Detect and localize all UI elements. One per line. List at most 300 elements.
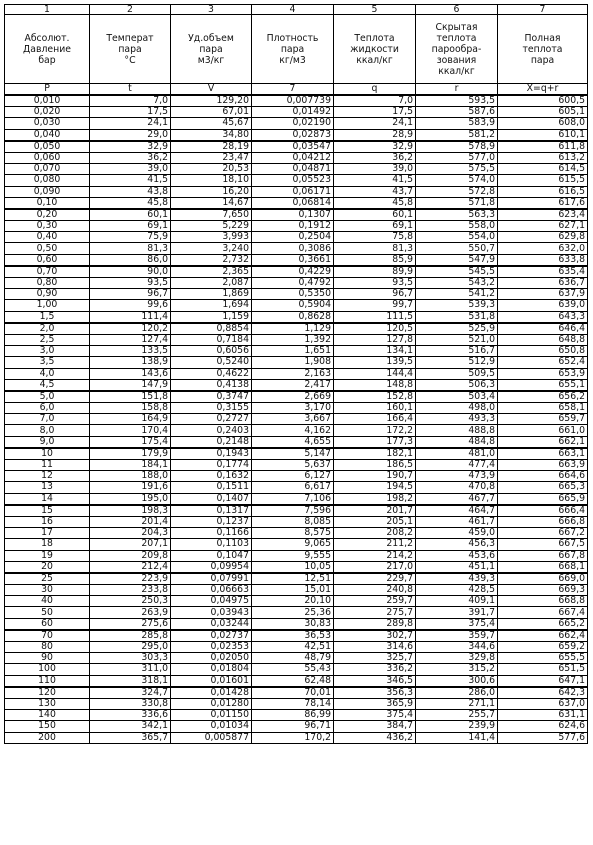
table-row bbox=[5, 164, 588, 175]
table-cell: 667,8 bbox=[498, 550, 588, 561]
column-number: 3 bbox=[171, 5, 252, 15]
table-cell: 0,60 bbox=[5, 254, 90, 266]
table-cell: 43,7 bbox=[334, 186, 416, 197]
table-row bbox=[5, 539, 588, 550]
table-cell: 3,240 bbox=[171, 243, 252, 254]
table-cell: 643,3 bbox=[498, 311, 588, 323]
table-row bbox=[5, 346, 588, 357]
table-cell: 223,9 bbox=[90, 573, 171, 585]
table-cell: 3,0 bbox=[5, 346, 90, 357]
table-cell: 217,0 bbox=[334, 561, 416, 573]
table-body bbox=[5, 95, 588, 743]
table-cell: 5,637 bbox=[252, 460, 334, 471]
table-cell: 175,4 bbox=[90, 436, 171, 448]
table-cell: 0,1166 bbox=[171, 528, 252, 539]
table-cell: 0,1632 bbox=[171, 471, 252, 482]
table-row bbox=[5, 300, 588, 311]
table-cell: 325,7 bbox=[334, 653, 416, 664]
table-cell: 201,4 bbox=[90, 516, 171, 527]
table-cell: 1,129 bbox=[252, 323, 334, 335]
table-cell: 0,4792 bbox=[252, 278, 334, 289]
table-cell: 177,3 bbox=[334, 436, 416, 448]
table-cell: 295,0 bbox=[90, 642, 171, 653]
table-row bbox=[5, 732, 588, 743]
table-cell: 138,9 bbox=[90, 357, 171, 368]
table-cell: 0,007739 bbox=[252, 95, 334, 107]
table-cell: 0,04871 bbox=[252, 164, 334, 175]
table-cell: 477,4 bbox=[416, 460, 498, 471]
table-cell: 11 bbox=[5, 460, 90, 471]
table-cell: 577,6 bbox=[498, 732, 588, 743]
table-cell: 0,2148 bbox=[171, 436, 252, 448]
table-cell: 1,5 bbox=[5, 311, 90, 323]
table-cell: 0,09954 bbox=[171, 561, 252, 573]
table-cell: 1,159 bbox=[171, 311, 252, 323]
table-row bbox=[5, 460, 588, 471]
table-cell: 0,5240 bbox=[171, 357, 252, 368]
table-cell: 205,1 bbox=[334, 516, 416, 527]
table-cell: 0,04975 bbox=[171, 596, 252, 607]
table-cell: 0,070 bbox=[5, 164, 90, 175]
table-cell: 583,9 bbox=[416, 118, 498, 129]
table-cell: 329,8 bbox=[416, 653, 498, 664]
table-cell: 365,9 bbox=[334, 698, 416, 709]
table-row bbox=[5, 516, 588, 527]
table-cell: 45,8 bbox=[334, 197, 416, 209]
table-cell: 16,20 bbox=[171, 186, 252, 197]
table-cell: 14,67 bbox=[171, 197, 252, 209]
table-cell: 1,392 bbox=[252, 334, 334, 345]
table-cell: 86,0 bbox=[90, 254, 171, 266]
table-cell: 2,0 bbox=[5, 323, 90, 335]
table-cell: 40 bbox=[5, 596, 90, 607]
table-cell: 90 bbox=[5, 653, 90, 664]
table-cell: 233,8 bbox=[90, 585, 171, 596]
table-cell: 170,4 bbox=[90, 425, 171, 436]
column-header-row bbox=[5, 15, 588, 84]
table-cell: 4,5 bbox=[5, 379, 90, 391]
table-cell: 656,2 bbox=[498, 391, 588, 403]
table-cell: 655,5 bbox=[498, 653, 588, 664]
table-cell: 30 bbox=[5, 585, 90, 596]
table-cell: 616,5 bbox=[498, 186, 588, 197]
table-cell: 7,106 bbox=[252, 493, 334, 505]
table-cell: 7,0 bbox=[90, 95, 171, 107]
table-cell: 42,51 bbox=[252, 642, 334, 653]
table-cell: 0,02050 bbox=[171, 653, 252, 664]
table-cell: 239,9 bbox=[416, 721, 498, 732]
table-cell: 259,7 bbox=[334, 596, 416, 607]
table-cell: 179,9 bbox=[90, 448, 171, 460]
table-cell: 36,2 bbox=[334, 152, 416, 163]
table-cell: 453,6 bbox=[416, 550, 498, 561]
table-cell: 3,667 bbox=[252, 414, 334, 425]
table-cell: 1,869 bbox=[171, 289, 252, 300]
table-cell: 481,0 bbox=[416, 448, 498, 460]
table-cell: 0,6056 bbox=[171, 346, 252, 357]
table-cell: 7,0 bbox=[5, 414, 90, 425]
table-cell: 20,10 bbox=[252, 596, 334, 607]
table-cell: 70 bbox=[5, 630, 90, 642]
table-cell: 428,5 bbox=[416, 585, 498, 596]
table-cell: 391,7 bbox=[416, 607, 498, 618]
table-cell: 229,7 bbox=[334, 573, 416, 585]
table-cell: 639,0 bbox=[498, 300, 588, 311]
table-cell: 20,53 bbox=[171, 164, 252, 175]
table-cell: 275,7 bbox=[334, 607, 416, 618]
table-row bbox=[5, 289, 588, 300]
table-cell: 635,4 bbox=[498, 266, 588, 278]
table-cell: 0,2504 bbox=[252, 232, 334, 243]
table-cell: 0,080 bbox=[5, 175, 90, 186]
table-cell: 62,48 bbox=[252, 675, 334, 687]
table-cell: 0,8628 bbox=[252, 311, 334, 323]
table-cell: 0,02737 bbox=[171, 630, 252, 642]
table-cell: 459,0 bbox=[416, 528, 498, 539]
table-cell: 188,0 bbox=[90, 471, 171, 482]
table-row bbox=[5, 630, 588, 642]
header-total-heat: Полная теплота пара bbox=[498, 15, 588, 84]
table-row bbox=[5, 653, 588, 664]
table-cell: 255,7 bbox=[416, 710, 498, 721]
table-cell: 9,555 bbox=[252, 550, 334, 561]
table-row bbox=[5, 357, 588, 368]
table-cell: 550,7 bbox=[416, 243, 498, 254]
table-cell: 140 bbox=[5, 710, 90, 721]
table-cell: 0,030 bbox=[5, 118, 90, 129]
table-cell: 7,0 bbox=[334, 95, 416, 107]
table-cell: 0,02353 bbox=[171, 642, 252, 653]
table-row bbox=[5, 379, 588, 391]
table-cell: 34,80 bbox=[171, 129, 252, 141]
table-cell: 8,575 bbox=[252, 528, 334, 539]
symbol-cell: q bbox=[334, 84, 416, 96]
column-number: 2 bbox=[90, 5, 171, 15]
table-cell: 6,617 bbox=[252, 482, 334, 493]
table-cell: 662,4 bbox=[498, 630, 588, 642]
table-cell: 200 bbox=[5, 732, 90, 743]
table-cell: 611,8 bbox=[498, 141, 588, 153]
table-cell: 330,8 bbox=[90, 698, 171, 709]
table-cell: 160,1 bbox=[334, 403, 416, 414]
table-cell: 86,99 bbox=[252, 710, 334, 721]
table-cell: 667,2 bbox=[498, 528, 588, 539]
symbol-row bbox=[5, 84, 588, 96]
table-cell: 28,19 bbox=[171, 141, 252, 153]
table-cell: 473,9 bbox=[416, 471, 498, 482]
table-cell: 172,2 bbox=[334, 425, 416, 436]
table-row bbox=[5, 141, 588, 153]
table-cell: 129,20 bbox=[171, 95, 252, 107]
steam-properties-table bbox=[4, 4, 588, 744]
table-cell: 0,3747 bbox=[171, 391, 252, 403]
table-cell: 198,2 bbox=[334, 493, 416, 505]
table-cell: 0,30 bbox=[5, 221, 90, 232]
table-cell: 110 bbox=[5, 675, 90, 687]
table-row bbox=[5, 505, 588, 517]
table-cell: 194,5 bbox=[334, 482, 416, 493]
table-cell: 17,5 bbox=[334, 107, 416, 118]
table-cell: 356,3 bbox=[334, 687, 416, 699]
table-row bbox=[5, 221, 588, 232]
table-cell: 0,20 bbox=[5, 209, 90, 221]
table-cell: 50 bbox=[5, 607, 90, 618]
table-cell: 81,3 bbox=[90, 243, 171, 254]
table-cell: 6,127 bbox=[252, 471, 334, 482]
table-cell: 9,0 bbox=[5, 436, 90, 448]
table-cell: 141,4 bbox=[416, 732, 498, 743]
table-cell: 667,4 bbox=[498, 607, 588, 618]
table-cell: 547,9 bbox=[416, 254, 498, 266]
table-cell: 302,7 bbox=[334, 630, 416, 642]
table-cell: 12,51 bbox=[252, 573, 334, 585]
table-cell: 642,3 bbox=[498, 687, 588, 699]
table-cell: 208,2 bbox=[334, 528, 416, 539]
table-cell: 539,3 bbox=[416, 300, 498, 311]
table-cell: 0,1943 bbox=[171, 448, 252, 460]
table-cell: 0,01492 bbox=[252, 107, 334, 118]
table-row bbox=[5, 414, 588, 425]
table-cell: 3,5 bbox=[5, 357, 90, 368]
table-cell: 575,5 bbox=[416, 164, 498, 175]
table-row bbox=[5, 573, 588, 585]
table-cell: 41,5 bbox=[334, 175, 416, 186]
table-cell: 263,9 bbox=[90, 607, 171, 618]
table-cell: 10,05 bbox=[252, 561, 334, 573]
column-number: 6 bbox=[416, 5, 498, 15]
table-row bbox=[5, 482, 588, 493]
table-cell: 2,365 bbox=[171, 266, 252, 278]
table-cell: 647,1 bbox=[498, 675, 588, 687]
table-cell: 663,9 bbox=[498, 460, 588, 471]
table-cell: 0,03547 bbox=[252, 141, 334, 153]
table-cell: 436,2 bbox=[334, 732, 416, 743]
table-cell: 593,5 bbox=[416, 95, 498, 107]
table-cell: 659,2 bbox=[498, 642, 588, 653]
table-cell: 484,8 bbox=[416, 436, 498, 448]
symbol-cell: X=q+r bbox=[498, 84, 588, 96]
table-cell: 493,3 bbox=[416, 414, 498, 425]
table-cell: 111,4 bbox=[90, 311, 171, 323]
table-cell: 0,03244 bbox=[171, 618, 252, 630]
table-cell: 669,3 bbox=[498, 585, 588, 596]
table-cell: 78,14 bbox=[252, 698, 334, 709]
table-cell: 0,2727 bbox=[171, 414, 252, 425]
table-cell: 1,00 bbox=[5, 300, 90, 311]
table-cell: 55,43 bbox=[252, 664, 334, 675]
table-cell: 467,7 bbox=[416, 493, 498, 505]
table-cell: 0,1317 bbox=[171, 505, 252, 517]
table-cell: 24,1 bbox=[334, 118, 416, 129]
table-cell: 456,3 bbox=[416, 539, 498, 550]
table-cell: 18 bbox=[5, 539, 90, 550]
table-cell: 665,9 bbox=[498, 493, 588, 505]
table-cell: 23,47 bbox=[171, 152, 252, 163]
table-cell: 1,908 bbox=[252, 357, 334, 368]
table-cell: 212,4 bbox=[90, 561, 171, 573]
table-row bbox=[5, 698, 588, 709]
table-row bbox=[5, 243, 588, 254]
table-cell: 4,162 bbox=[252, 425, 334, 436]
table-cell: 509,5 bbox=[416, 368, 498, 379]
table-row bbox=[5, 311, 588, 323]
table-cell: 581,2 bbox=[416, 129, 498, 141]
table-cell: 152,8 bbox=[334, 391, 416, 403]
table-cell: 375,4 bbox=[334, 710, 416, 721]
table-cell: 531,8 bbox=[416, 311, 498, 323]
table-cell: 24,1 bbox=[90, 118, 171, 129]
table-row bbox=[5, 687, 588, 699]
table-cell: 96,7 bbox=[90, 289, 171, 300]
table-cell: 650,8 bbox=[498, 346, 588, 357]
table-cell: 143,6 bbox=[90, 368, 171, 379]
table-cell: 250,3 bbox=[90, 596, 171, 607]
table-cell: 134,1 bbox=[334, 346, 416, 357]
table-cell: 646,4 bbox=[498, 323, 588, 335]
table-cell: 346,5 bbox=[334, 675, 416, 687]
table-cell: 0,90 bbox=[5, 289, 90, 300]
table-cell: 19 bbox=[5, 550, 90, 561]
table-cell: 13 bbox=[5, 482, 90, 493]
table-row bbox=[5, 448, 588, 460]
table-cell: 201,7 bbox=[334, 505, 416, 517]
table-cell: 0,1407 bbox=[171, 493, 252, 505]
table-row bbox=[5, 585, 588, 596]
table-cell: 148,8 bbox=[334, 379, 416, 391]
table-cell: 666,8 bbox=[498, 516, 588, 527]
table-cell: 0,4138 bbox=[171, 379, 252, 391]
table-cell: 0,02873 bbox=[252, 129, 334, 141]
table-cell: 90,0 bbox=[90, 266, 171, 278]
table-cell: 587,6 bbox=[416, 107, 498, 118]
table-cell: 32,9 bbox=[334, 141, 416, 153]
table-row bbox=[5, 710, 588, 721]
table-cell: 12 bbox=[5, 471, 90, 482]
table-cell: 617,6 bbox=[498, 197, 588, 209]
symbol-cell: r bbox=[416, 84, 498, 96]
symbol-cell: P bbox=[5, 84, 90, 96]
table-cell: 0,04212 bbox=[252, 152, 334, 163]
table-cell: 342,1 bbox=[90, 721, 171, 732]
column-number-row bbox=[5, 5, 588, 15]
table-row bbox=[5, 266, 588, 278]
table-cell: 0,01601 bbox=[171, 675, 252, 687]
table-cell: 0,03943 bbox=[171, 607, 252, 618]
table-cell: 0,01150 bbox=[171, 710, 252, 721]
table-cell: 636,7 bbox=[498, 278, 588, 289]
table-cell: 0,1307 bbox=[252, 209, 334, 221]
table-cell: 344,6 bbox=[416, 642, 498, 653]
table-cell: 5,229 bbox=[171, 221, 252, 232]
table-cell: 99,7 bbox=[334, 300, 416, 311]
table-row bbox=[5, 528, 588, 539]
table-cell: 240,8 bbox=[334, 585, 416, 596]
table-cell: 0,010 bbox=[5, 95, 90, 107]
table-cell: 300,6 bbox=[416, 675, 498, 687]
table-row bbox=[5, 107, 588, 118]
table-cell: 545,5 bbox=[416, 266, 498, 278]
table-cell: 470,8 bbox=[416, 482, 498, 493]
table-cell: 506,3 bbox=[416, 379, 498, 391]
symbol-cell: t bbox=[90, 84, 171, 96]
table-row bbox=[5, 391, 588, 403]
table-cell: 0,1912 bbox=[252, 221, 334, 232]
table-cell: 7,650 bbox=[171, 209, 252, 221]
table-cell: 318,1 bbox=[90, 675, 171, 687]
table-row bbox=[5, 323, 588, 335]
table-cell: 271,1 bbox=[416, 698, 498, 709]
table-cell: 614,5 bbox=[498, 164, 588, 175]
table-cell: 96,71 bbox=[252, 721, 334, 732]
table-cell: 36,2 bbox=[90, 152, 171, 163]
table-cell: 664,6 bbox=[498, 471, 588, 482]
table-cell: 207,1 bbox=[90, 539, 171, 550]
table-cell: 637,9 bbox=[498, 289, 588, 300]
table-cell: 150 bbox=[5, 721, 90, 732]
table-cell: 30,83 bbox=[252, 618, 334, 630]
table-cell: 359,7 bbox=[416, 630, 498, 642]
table-cell: 0,3661 bbox=[252, 254, 334, 266]
table-cell: 182,1 bbox=[334, 448, 416, 460]
table-cell: 147,9 bbox=[90, 379, 171, 391]
table-cell: 439,3 bbox=[416, 573, 498, 585]
table-cell: 0,01428 bbox=[171, 687, 252, 699]
table-cell: 0,07991 bbox=[171, 573, 252, 585]
table-cell: 14 bbox=[5, 493, 90, 505]
table-cell: 563,3 bbox=[416, 209, 498, 221]
table-cell: 2,669 bbox=[252, 391, 334, 403]
table-cell: 45,67 bbox=[171, 118, 252, 129]
table-cell: 0,05523 bbox=[252, 175, 334, 186]
table-cell: 39,0 bbox=[90, 164, 171, 175]
table-cell: 204,3 bbox=[90, 528, 171, 539]
table-cell: 613,2 bbox=[498, 152, 588, 163]
table-cell: 0,06171 bbox=[252, 186, 334, 197]
table-cell: 488,8 bbox=[416, 425, 498, 436]
table-cell: 0,70 bbox=[5, 266, 90, 278]
table-cell: 0,060 bbox=[5, 152, 90, 163]
table-cell: 633,8 bbox=[498, 254, 588, 266]
table-cell: 89,9 bbox=[334, 266, 416, 278]
table-cell: 127,4 bbox=[90, 334, 171, 345]
table-row bbox=[5, 232, 588, 243]
table-cell: 4,655 bbox=[252, 436, 334, 448]
table-cell: 600,5 bbox=[498, 95, 588, 107]
table-cell: 0,2403 bbox=[171, 425, 252, 436]
header-density: Плотность пара кг/м3 bbox=[252, 15, 334, 84]
table-cell: 0,3086 bbox=[252, 243, 334, 254]
table-cell: 16 bbox=[5, 516, 90, 527]
table-cell: 164,9 bbox=[90, 414, 171, 425]
table-cell: 184,1 bbox=[90, 460, 171, 471]
table-row bbox=[5, 368, 588, 379]
table-cell: 93,5 bbox=[334, 278, 416, 289]
table-cell: 7,596 bbox=[252, 505, 334, 517]
table-row bbox=[5, 550, 588, 561]
table-cell: 139,5 bbox=[334, 357, 416, 368]
table-row bbox=[5, 129, 588, 141]
table-cell: 67,01 bbox=[171, 107, 252, 118]
table-cell: 648,8 bbox=[498, 334, 588, 345]
table-cell: 9,065 bbox=[252, 539, 334, 550]
table-cell: 10 bbox=[5, 448, 90, 460]
header-temperature: Температ пара °С bbox=[90, 15, 171, 84]
table-row bbox=[5, 561, 588, 573]
table-cell: 275,6 bbox=[90, 618, 171, 630]
table-cell: 0,40 bbox=[5, 232, 90, 243]
table-cell: 190,7 bbox=[334, 471, 416, 482]
table-cell: 303,3 bbox=[90, 653, 171, 664]
